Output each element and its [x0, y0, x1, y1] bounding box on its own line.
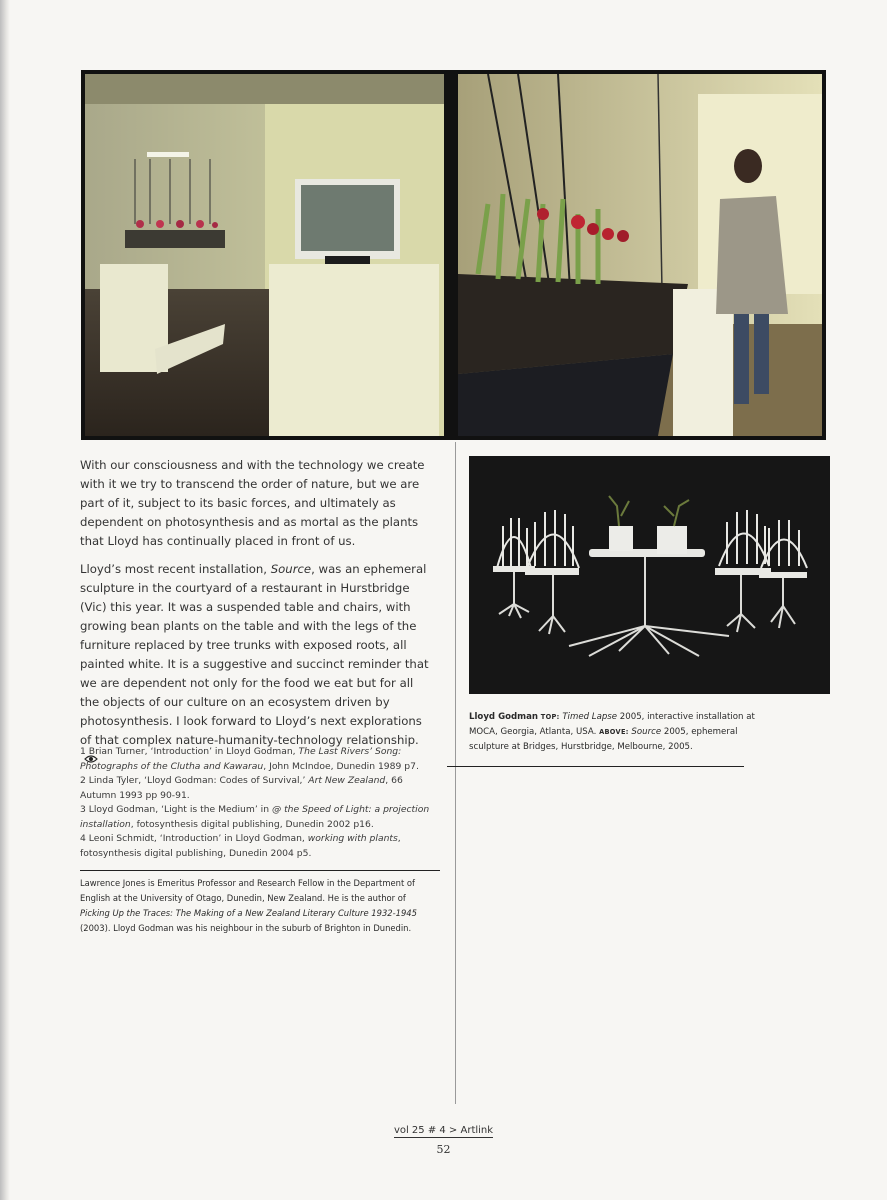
- caption-above-title: Source: [631, 727, 662, 737]
- page-binding-edge: [0, 0, 10, 1200]
- body-paragraph-2-lead: Lloyd’s most recent installation,: [80, 562, 271, 576]
- body-paragraph-2-rest: , was an ephemeral sculpture in the courtyard of a restaurant in Hurstbridge (Vic) this year. It was a suspended table and chairs, with growing bean plants on the table and with the legs of the furniture replaced by tree trunks with exposed roots, all painted white. It is a suggestive and succinct reminder that we are dependent not only for the food we eat but for all the objects of our culture on an ecosystem driven by photosynthesis. I look forward to Lloyd’s next explorations of that complex nature-humanity-technology relationship.: [80, 562, 429, 747]
- caption-top-text: 2005, interactive installation at MOCA, Georgia, Atlanta, USA.: [469, 712, 755, 737]
- footnote: 4 Leoni Schmidt, ‘Introduction’ in Lloyd Godman, working with plants, fotosynthesis digital publishing, Dunedin 2004 p5.: [80, 833, 401, 859]
- footnote: 1 Brian Turner, ‘Introduction’ in Lloyd Godman, The Last Rivers’ Song: Photographs of the Clutha and Kawarau, John McIndoe, Dunedin 1989 p7.: [80, 746, 419, 772]
- body-paragraph-2: [80, 560, 432, 770]
- author-note-divider: [80, 870, 440, 871]
- issue-footer: [0, 1125, 887, 1136]
- caption-divider: [447, 766, 744, 767]
- visitor-interaction-photo: [458, 74, 822, 436]
- body-paragraph-1: [80, 456, 432, 551]
- footnote: 2 Linda Tyler, ‘Lloyd Godman: Codes of Survival,’ Art New Zealand, 66 Autumn 1993 pp 90-91.: [80, 775, 403, 801]
- top-photo-spread: [81, 70, 826, 440]
- source-sculpture-photo: [469, 456, 830, 694]
- author-bio: Lawrence Jones is Emeritus Professor and Research Fellow in the Department of English at the University of Otago, Dunedin, New Zealand. He is the author of Picking Up the Traces: The Making of a New Zealand Literary Culture 1932-1945 (2003). Lloyd Godman was his neighbour in the suburb of Brighton in Dunedin.: [80, 878, 417, 933]
- footnotes: [80, 745, 432, 861]
- caption-above-label: ABOVE:: [599, 728, 629, 736]
- caption-above-text: 2005, ephemeral sculpture at Bridges, Hurstbridge, Melbourne, 2005.: [469, 727, 738, 752]
- caption-top-label: TOP:: [540, 713, 560, 721]
- article-body: [80, 456, 432, 779]
- photo-caption: [469, 710, 769, 755]
- caption-top-title: Timed Lapse: [562, 712, 618, 722]
- footnote: 3 Lloyd Godman, ‘Light is the Medium’ in @ the Speed of Light: a projection installation, fotosynthesis digital publishing, Dunedin 2002 p16.: [80, 804, 430, 830]
- caption-artist: Lloyd Godman: [469, 712, 539, 722]
- column-divider: [455, 442, 456, 1104]
- gallery-installation-photo: [85, 74, 444, 436]
- issue-label: vol 25 # 4 > Artlink: [393, 1125, 494, 1136]
- page-number: 52: [436, 1143, 451, 1156]
- body-paragraph-1-text: With our consciousness and with the technology we create with it we try to transcend the order of nature, but we are part of it, subject to its basic forces, and ultimately as dependent on photosynthesis and as mortal as the plants that Lloyd has continually placed in front of us.: [80, 458, 425, 548]
- work-title-source: Source: [270, 562, 312, 576]
- book-title: Picking Up the Traces: The Making of a New Zealand Literary Culture 1932-1945: [80, 908, 417, 918]
